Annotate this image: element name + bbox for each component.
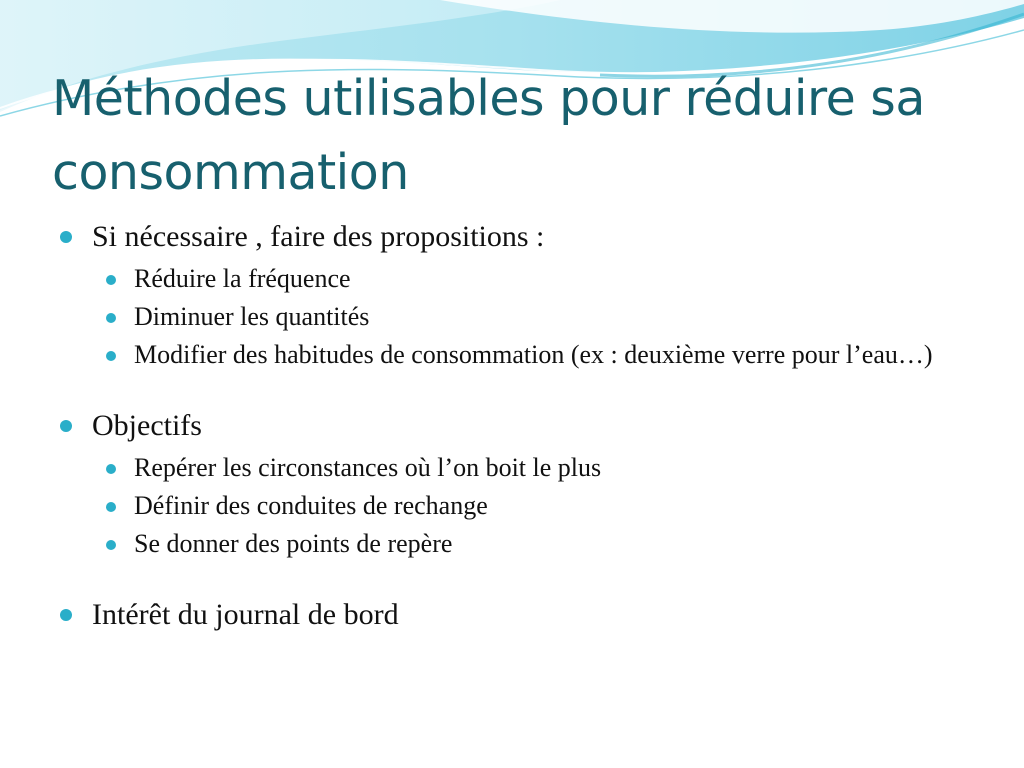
sub-bullet-text: Réduire la fréquence [134,264,351,293]
sub-bullet-text: Définir des conduites de rechange [134,491,488,520]
bullet-text: Si nécessaire , faire des propositions : [92,220,545,253]
spacer [58,559,958,596]
sub-bullet-item [58,529,958,559]
sub-bullet-item [58,302,958,332]
sub-bullet-dot-icon [106,464,116,474]
sub-bullet-dot-icon [106,502,116,512]
bullet-list [58,218,958,634]
sub-bullet-dot-icon [106,275,116,285]
sub-bullet-text: Repérer les circonstances où l’on boit le plus [134,453,602,482]
bullet-item [58,407,958,445]
sub-bullet-item [58,453,958,483]
sub-bullet-item [58,340,958,370]
bullet-dot-icon [60,420,72,432]
bullet-dot-icon [60,609,72,621]
bullet-dot-icon [60,231,72,243]
spacer [58,370,958,407]
bullet-text: Objectifs [92,409,202,442]
bullet-text: Intérêt du journal de bord [92,598,399,631]
sub-bullet-text: Diminuer les quantités [134,302,370,331]
bullet-item [58,596,958,634]
sub-bullet-dot-icon [106,351,116,361]
sub-bullet-text: Modifier des habitudes de consommation (ex : deuxième verre pour l’eau…) [134,340,933,369]
sub-bullet-dot-icon [106,313,116,323]
sub-bullet-dot-icon [106,540,116,550]
sub-bullet-item [58,264,958,294]
sub-bullet-item [58,491,958,521]
bullet-item [58,218,958,256]
slide-title: Méthodes utilisables pour réduire sa consommation [52,70,925,201]
sub-bullet-text: Se donner des points de repère [134,529,453,558]
